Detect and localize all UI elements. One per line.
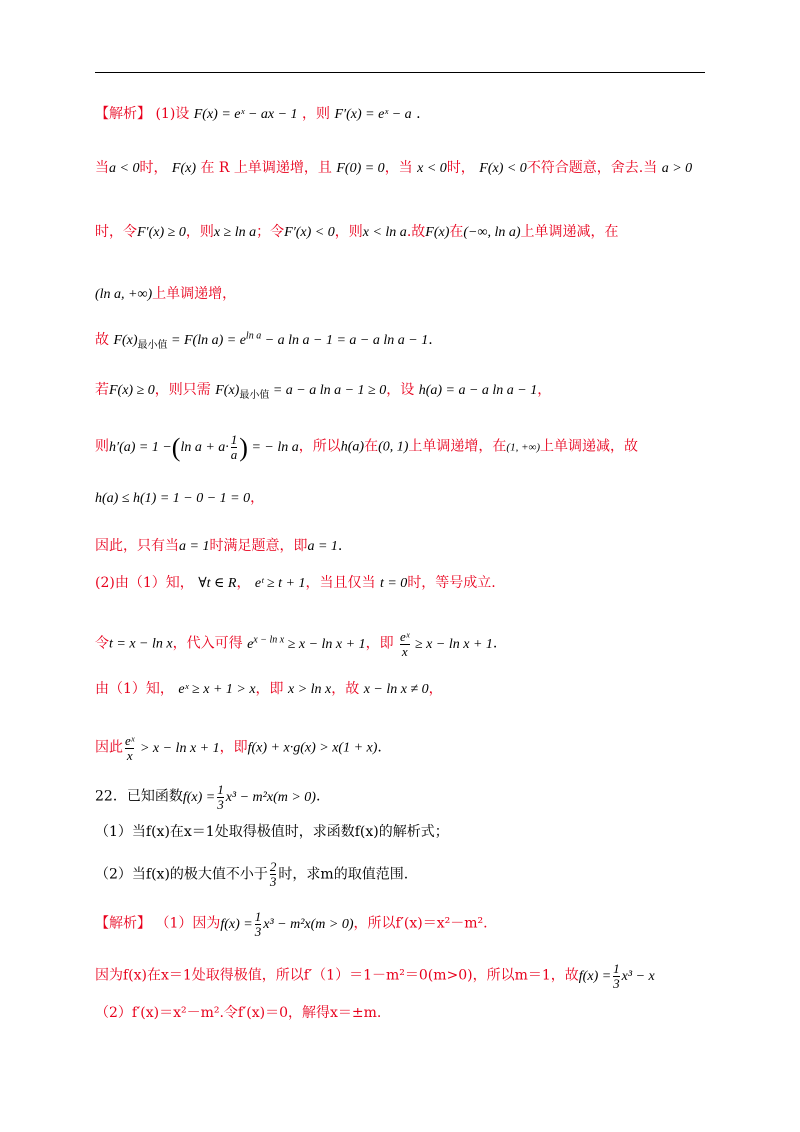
- formula: F(x) = eˣ − ax − 1: [193, 107, 298, 122]
- answer-22-line-2: 因为f(x)在x＝1处取得极值，所以f′（1）＝1－m²＝0(m>0)，所以m＝1，故f(x) = $\frac{1}{3}$ x³ − x: [95, 961, 655, 991]
- solution-line-13: 因此 $\frac{\text{eˣ}}{x}$ > x − ln x + 1，即f(x) + x·g(x) > x(1 + x).: [95, 733, 382, 763]
- solution-line-1: 【解析】 (1)设 F(x) = eˣ − ax − 1 ，则 F′(x) = eˣ − a .: [95, 106, 421, 122]
- answer-22-line-3: （2）f′(x)＝x²－m².令f′(x)＝0，解得x＝±m.: [95, 1005, 382, 1021]
- solution-line-3: 时，令F′(x) ≥ 0，则x ≥ ln a；令F′(x) < 0，则x < ln a.故F(x)在(−∞, ln a)上单调递减，在: [95, 224, 619, 240]
- solution-line-12: 由（1）知， eˣ ≥ x + 1 > x，即 x > ln x，故 x − ln x ≠ 0，: [95, 681, 443, 697]
- answer-22-line-1: 【解析】 （1）因为f(x) = $\frac{1}{3}$ x³ − m²x(m > 0)，所以f′(x)＝x²－m².: [95, 909, 488, 939]
- fraction: $\frac{1}{a}$: [230, 432, 238, 462]
- formula: F′(x) = eˣ − a: [334, 107, 412, 122]
- fraction: $\frac{1}{3}$: [613, 961, 620, 991]
- solution-line-4: (ln a, +∞)上单调递增，: [95, 286, 237, 302]
- formula: $\frac{\text{eˣ}}{x}$ > x − ln x + 1: [125, 733, 220, 763]
- solution-line-6: 若F(x) ≥ 0，则只需 $F(x)_{最小值} = a - a$ ln a − 1 ≥ 0，设 h(a) = a − a ln a − 1，: [95, 382, 552, 401]
- solution-tag: 【解析】: [95, 106, 151, 122]
- question-22: 22．已知函数f(x) = $\frac{1}{3}$ x³ − m²x(m > 0).: [95, 782, 321, 812]
- solution-line-7: 则h′(a) = 1 −(ln a + a· $\frac{1}{a}$ ) = − ln a，所以h(a)在(0, 1)上单调递增，在(1, +∞)上单调递减，故: [95, 432, 639, 462]
- formula: f(x) = $\frac{1}{3}$ x³ − x: [578, 961, 655, 991]
- solution-line-2: 当a < 0时， F(x) 在 R 上单调递增，且 F(0) = 0，当 x < 0时， F(x) < 0不符合题意，舍去.当 a > 0: [95, 160, 693, 176]
- solution-line-10: (2)由（1）知， ∀t ∈ R， eᵗ ≥ t + 1，当且仅当 t = 0时，等号成立.: [95, 575, 496, 591]
- question-22-part-1: （1）当f(x)在x＝1处取得极值时，求函数f(x)的解析式；: [95, 824, 449, 840]
- formula: h′(a) = 1 −(ln a + a· $\frac{1}{a}$ ) = − ln a: [109, 432, 299, 462]
- solution-line-5: 故 $F(x)_{最小值} = F(\ln$ $a) = e^{ln a} - a$ ln a − 1 = a − a ln a − 1.: [95, 330, 433, 351]
- fraction: $\frac{\text{eˣ}}{x}$: [125, 733, 135, 763]
- formula: f(x) = $\frac{1}{3}$ x³ − m²x(m > 0): [182, 782, 316, 812]
- fraction: $\frac{1}{3}$: [217, 782, 224, 812]
- formula: f(x) = $\frac{1}{3}$ x³ − m²x(m > 0): [220, 909, 354, 939]
- formula: $e^{x - ln x} \ge x - \ln x + 1$: [247, 634, 366, 652]
- formula: $F(x)_{最小值} = a - a$ ln a − 1 ≥ 0: [215, 383, 387, 401]
- fraction: $\frac{2}{3}$: [269, 859, 277, 889]
- solution-line-9: 因此，只有当a = 1时满足题意，即a = 1.: [95, 538, 343, 554]
- fraction: $\frac{\text{eˣ}}{x}$: [400, 629, 410, 659]
- formula: $\frac{\text{eˣ}}{x}$ ≥ x − ln x + 1: [400, 629, 493, 659]
- solution-line-8: h(a) ≤ h(1) = 1 − 0 − 1 = 0，: [95, 490, 265, 506]
- top-rule: [95, 72, 705, 73]
- fraction: $\frac{1}{3}$: [254, 909, 262, 939]
- formula: $F(x)_{最小值} = F(\ln$ $a) = e^{ln a} - a$ ln a − 1 = a − a ln a − 1: [113, 330, 429, 351]
- solution-tag: 【解析】: [95, 915, 151, 932]
- solution-line-11: 令t = x − ln x，代入可得 $e^{x - ln x} \ge x - \ln x + 1$，即 $\frac{\text{eˣ}}{x}$ ≥ x − ln x + 1.: [95, 629, 498, 659]
- question-22-part-2: （2）当f(x)的极大值不小于 $\frac{2}{3}$ 时，求m的取值范围.: [95, 859, 409, 889]
